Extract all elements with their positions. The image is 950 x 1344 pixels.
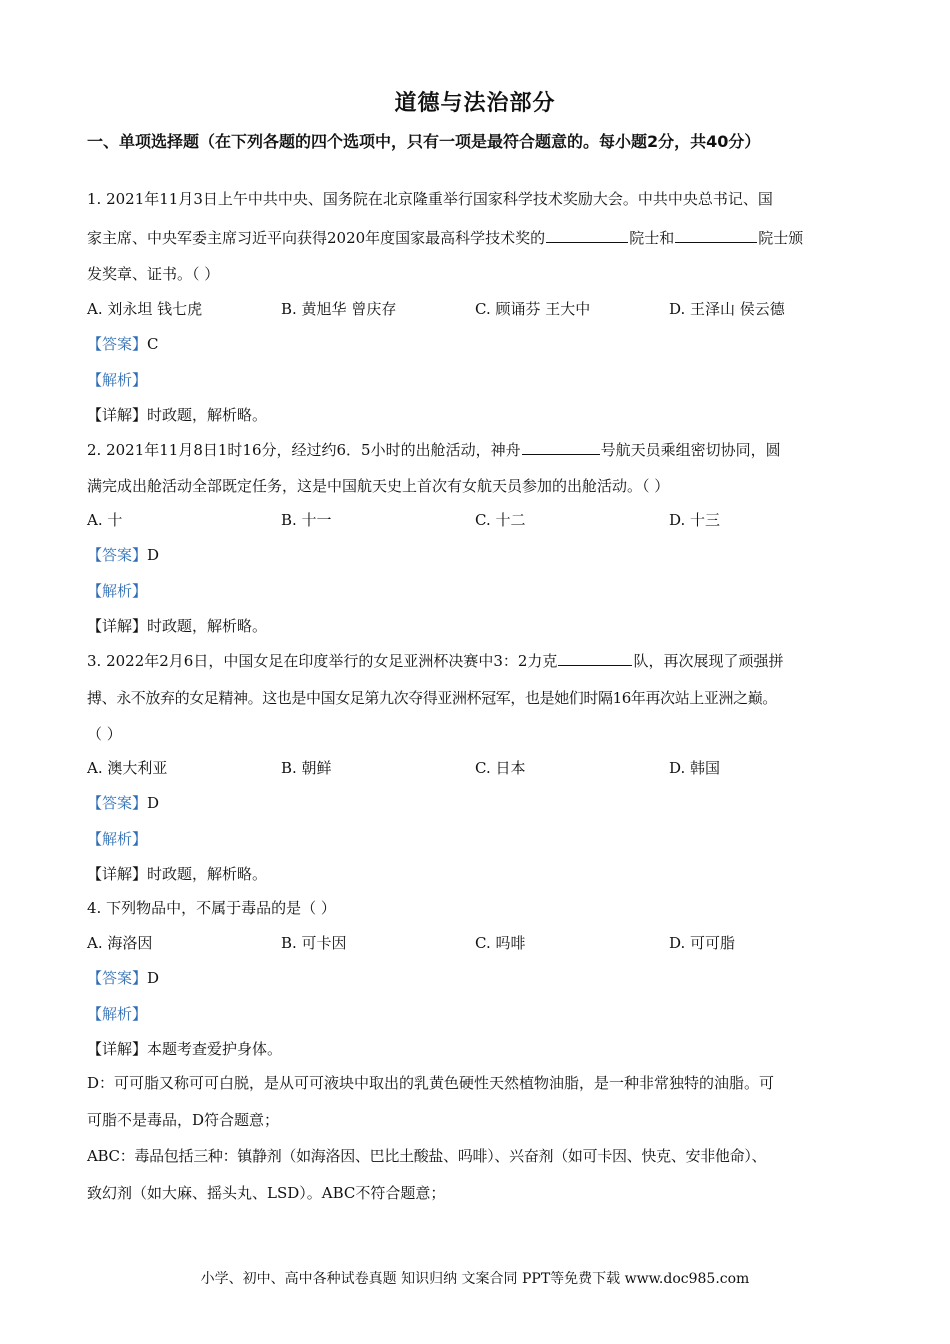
answer-tag: 【答案】: [87, 546, 148, 564]
q2-answer: [87, 544, 877, 566]
q1-line3: 发奖章、证书。（ ）: [87, 265, 220, 283]
q4-option-c: C. 吗啡: [475, 934, 526, 952]
detail-tag: 【详解】: [87, 406, 148, 424]
q1-line2-c: 院士颁: [758, 229, 804, 247]
detail-text: 时政题，解析略。: [147, 617, 268, 635]
q1-option-a: A. 刘永坦 钱七虎: [87, 300, 203, 318]
answer-value: D: [147, 546, 160, 564]
analysis-tag: 【解析】: [87, 830, 148, 848]
q1-line2: [87, 226, 877, 249]
q1-line2-b: 院士和: [629, 229, 675, 247]
answer-value: D: [147, 794, 160, 812]
q3-option-d: D. 韩国: [669, 759, 721, 777]
page-footer: 小学、初中、高中各种试卷真题 知识归纳 文案合同 PPT等免费下载 www.doc985.com: [200, 1271, 750, 1287]
q3-line2: 搏、永不放弃的女足精神。这也是中国女足第九次夺得亚洲杯冠军，也是她们时隔16年再次站上亚洲之巅。: [87, 689, 777, 707]
q4-option-a: A. 海洛因: [87, 934, 153, 952]
page-title: 道德与法治部分: [394, 91, 556, 116]
q4-analysis: [87, 1003, 877, 1025]
q2-detail: [87, 615, 877, 637]
q3-detail: [87, 863, 877, 885]
answer-value: D: [147, 969, 160, 987]
detail-tag: 【详解】: [87, 617, 148, 635]
q4-answer: [87, 967, 877, 989]
q1-line2-a: 家主席、中央军委主席习近平向获得2020年度国家最高科学技术奖的: [87, 229, 546, 247]
detail-tag: 【详解】: [87, 865, 148, 883]
q4-option-d: D. 可可脂: [669, 934, 736, 952]
q1-option-c: C. 顾诵芬 王大中: [475, 300, 591, 318]
q1-analysis: [87, 369, 877, 391]
analysis-tag: 【解析】: [87, 582, 148, 600]
q3-line1-b: 队，再次展现了顽强拼: [633, 652, 784, 670]
q2-line1-a: 2. 2021年11月8日1时16分，经过约6．5小时的出舱活动，神舟: [87, 441, 521, 459]
q3-line3: （ ）: [87, 725, 122, 743]
q3-answer: [87, 792, 877, 814]
q4-explain-line3: ABC：毒品包括三种：镇静剂（如海洛因、巴比土酸盐、吗啡）、兴奋剂（如可卡因、快克、安非他命）、: [87, 1147, 767, 1165]
q4-option-b: B. 可卡因: [281, 934, 347, 952]
answer-tag: 【答案】: [87, 969, 148, 987]
q4-explain-line2: 可脂不是毒品，D符合题意；: [87, 1111, 280, 1129]
q2-line1-b: 号航天员乘组密切协同，圆: [600, 441, 781, 459]
q2-option-c: C. 十二: [475, 511, 526, 529]
section-heading: 一、单项选择题（在下列各题的四个选项中，只有一项是最符合题意的。每小题2分，共40分）: [87, 132, 761, 151]
q3-option-b: B. 朝鲜: [281, 759, 332, 777]
q2-line1: [87, 438, 877, 461]
q1-detail: [87, 404, 877, 426]
q2-analysis: [87, 580, 877, 602]
answer-blank: [558, 649, 632, 666]
detail-tag: 【详解】: [87, 1040, 148, 1058]
q2-option-b: B. 十一: [281, 511, 332, 529]
q2-line2: 满完成出舱活动全部既定任务，这是中国航天史上首次有女航天员参加的出舱活动。（ ）: [87, 477, 670, 495]
q1-option-d: D. 王泽山 侯云德: [669, 300, 785, 318]
detail-text: 时政题，解析略。: [147, 406, 268, 424]
q1-option-b: B. 黄旭华 曾庆存: [281, 300, 397, 318]
detail-text: 本题考查爱护身体。: [147, 1040, 283, 1058]
q3-analysis: [87, 828, 877, 850]
q2-option-d: D. 十三: [669, 511, 721, 529]
q3-line1: [87, 649, 877, 672]
q2-option-a: A. 十: [87, 511, 123, 529]
answer-blank: [522, 438, 600, 455]
answer-value: C: [147, 335, 159, 353]
analysis-tag: 【解析】: [87, 371, 148, 389]
answer-blank: [546, 226, 628, 243]
answer-blank: [675, 226, 757, 243]
answer-tag: 【答案】: [87, 794, 148, 812]
q3-option-a: A. 澳大利亚: [87, 759, 168, 777]
q4-detail: [87, 1038, 877, 1060]
q3-option-c: C. 日本: [475, 759, 526, 777]
analysis-tag: 【解析】: [87, 1005, 148, 1023]
q1-line1: 1. 2021年11月3日上午中共中央、国务院在北京隆重举行国家科学技术奖励大会。中共中央总书记、国: [87, 190, 773, 208]
q4-explain-line4: 致幻剂（如大麻、摇头丸、LSD）。ABC不符合题意；: [87, 1184, 446, 1202]
q4-explain-line1: D：可可脂又称可可白脱，是从可可液块中取出的乳黄色硬性天然植物油脂，是一种非常独特的油脂。可: [87, 1074, 775, 1092]
detail-text: 时政题，解析略。: [147, 865, 268, 883]
q1-answer: [87, 333, 877, 355]
q4-line1: 4. 下列物品中，不属于毒品的是（ ）: [87, 899, 336, 917]
answer-tag: 【答案】: [87, 335, 148, 353]
q3-line1-a: 3. 2022年2月6日，中国女足在印度举行的女足亚洲杯决赛中3：2力克: [87, 652, 558, 670]
